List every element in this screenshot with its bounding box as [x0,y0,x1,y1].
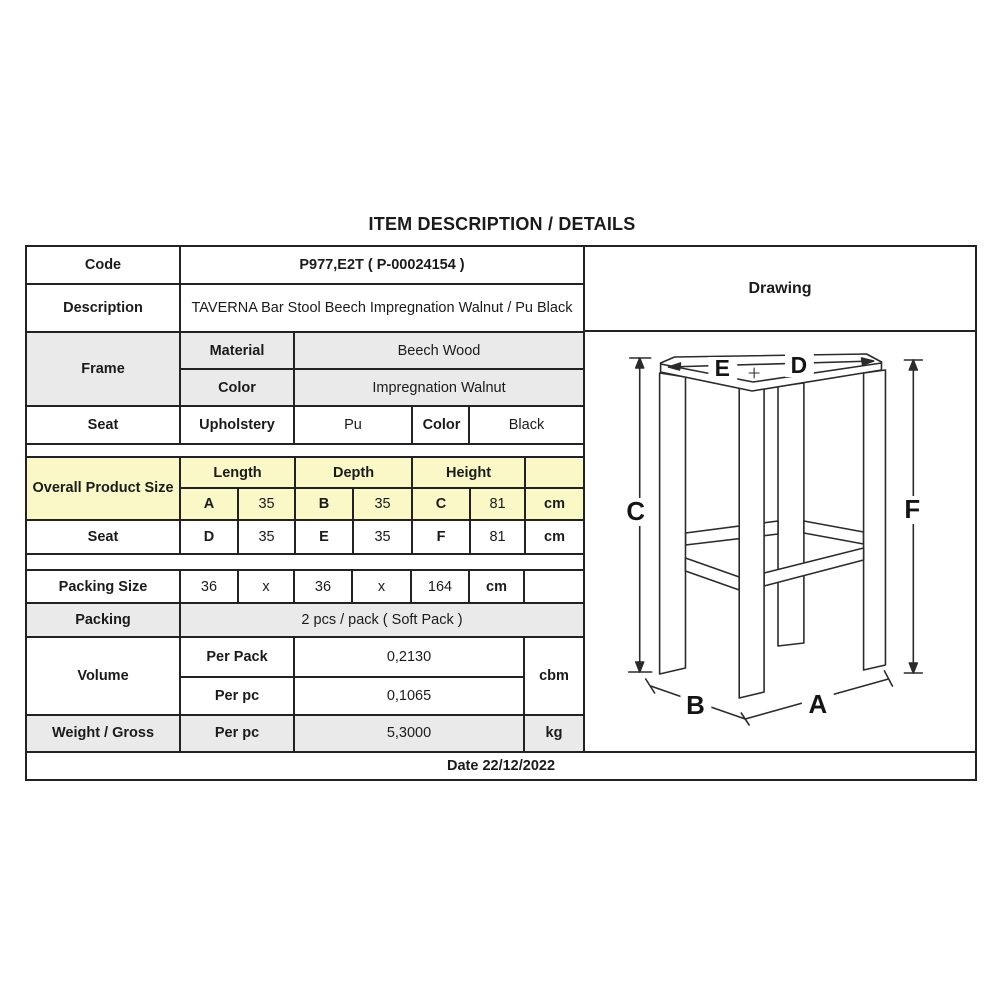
dim-key-a: A [180,488,238,520]
spec-table-main [27,247,975,751]
dim-key-f: F [412,520,470,553]
length-header: Length [180,458,295,488]
volume-unit: cbm [524,637,583,715]
dim-tick-a-end [884,671,892,686]
size-header-unit-cell [525,458,583,488]
dim-tick-b-end [646,679,655,693]
stool-seat [661,351,882,391]
packing-row [27,603,583,636]
per-pc-value: 0,1065 [294,677,524,714]
stool-right-leg [864,370,886,670]
packing-size-spacer [524,571,583,603]
seat-size-row [27,520,583,553]
weight-value: 5,3000 [294,715,524,751]
packing-label: Packing [27,603,180,636]
packing-size-d: 36 [294,571,352,603]
seat-color-value: Black [469,406,583,443]
frame-color-label: Color [180,369,294,406]
drawing-label-c: C [626,497,646,527]
description-row [27,284,583,332]
per-pack-value: 0,2130 [294,637,524,677]
frame-material-row [27,332,583,369]
section-gap [27,443,583,458]
drawing-panel [583,247,975,751]
stool-back-right-rail [804,521,864,544]
overall-size-label: Overall Product Size [27,458,180,520]
frame-label: Frame [27,332,180,406]
stool-front-leg [739,386,764,698]
packing-size-x1: x [238,571,294,603]
drawing-label-a: A [808,690,828,720]
weight-per-pc-label: Per pc [180,715,294,751]
upholstery-value: Pu [294,406,412,443]
packing-size-unit: cm [469,571,524,603]
overall-size-unit: cm [525,488,583,520]
dim-val-d: 35 [238,520,295,553]
description-value: TAVERNA Bar Stool Beech Impregnation Walnut / Pu Black [180,284,583,332]
drawing-area [585,332,975,751]
stool-back-leg [778,383,804,646]
packing-value: 2 pcs / pack ( Soft Pack ) [180,603,583,636]
material-label: Material [180,332,294,369]
size-section [27,458,583,553]
volume-label: Volume [27,637,180,715]
material-value: Beech Wood [294,332,583,369]
upholstery-label: Upholstery [180,406,294,443]
dim-val-b: 35 [353,488,412,520]
code-label: Code [27,247,180,284]
identity-section [27,247,583,443]
per-pack-label: Per Pack [180,637,294,677]
dim-val-e: 35 [353,520,412,553]
date-row: Date 22/12/2022 [27,751,975,779]
description-label: Description [27,284,180,332]
drawing-label-d: D [790,351,808,379]
seat-size-label: Seat [27,520,180,553]
drawing-label-e: E [714,354,730,382]
drawing-label-b: B [686,691,705,721]
weight-unit: kg [524,715,583,751]
packing-size-row [27,571,583,603]
stool-left-leg [660,373,686,674]
packing-section [27,571,583,751]
seat-color-label: Color [412,406,469,443]
spec-table [25,245,977,781]
section-gap [27,553,583,571]
packing-size-l: 36 [180,571,238,603]
packing-size-h: 164 [411,571,469,603]
seat-size-unit: cm [525,520,583,553]
packing-size-label: Packing Size [27,571,180,603]
page-title: ITEM DESCRIPTION / DETAILS [368,214,636,234]
depth-header: Depth [295,458,412,488]
spec-table-left [27,247,583,751]
seat-label: Seat [27,406,180,443]
height-header: Height [412,458,525,488]
frame-color-value: Impregnation Walnut [294,369,583,406]
dim-key-d: D [180,520,238,553]
code-value: P977,E2T ( P-00024154 ) [180,247,583,284]
stool-front-left-rail [685,558,739,590]
dim-val-c: 81 [470,488,525,520]
dim-key-e: E [295,520,353,553]
seat-row [27,406,583,443]
dim-key-c: C [412,488,470,520]
dim-key-b: B [295,488,353,520]
stool-drawing [585,332,975,751]
packing-size-x2: x [352,571,411,603]
drawing-header: Drawing [585,247,975,332]
weight-label: Weight / Gross [27,715,180,751]
volume-per-pack-row [27,637,583,677]
dim-val-f: 81 [470,520,525,553]
code-row [27,247,583,284]
dim-val-a: 35 [238,488,295,520]
weight-row [27,715,583,751]
size-header-row [27,458,583,488]
drawing-label-f: F [904,495,921,525]
per-pc-label: Per pc [180,677,294,714]
